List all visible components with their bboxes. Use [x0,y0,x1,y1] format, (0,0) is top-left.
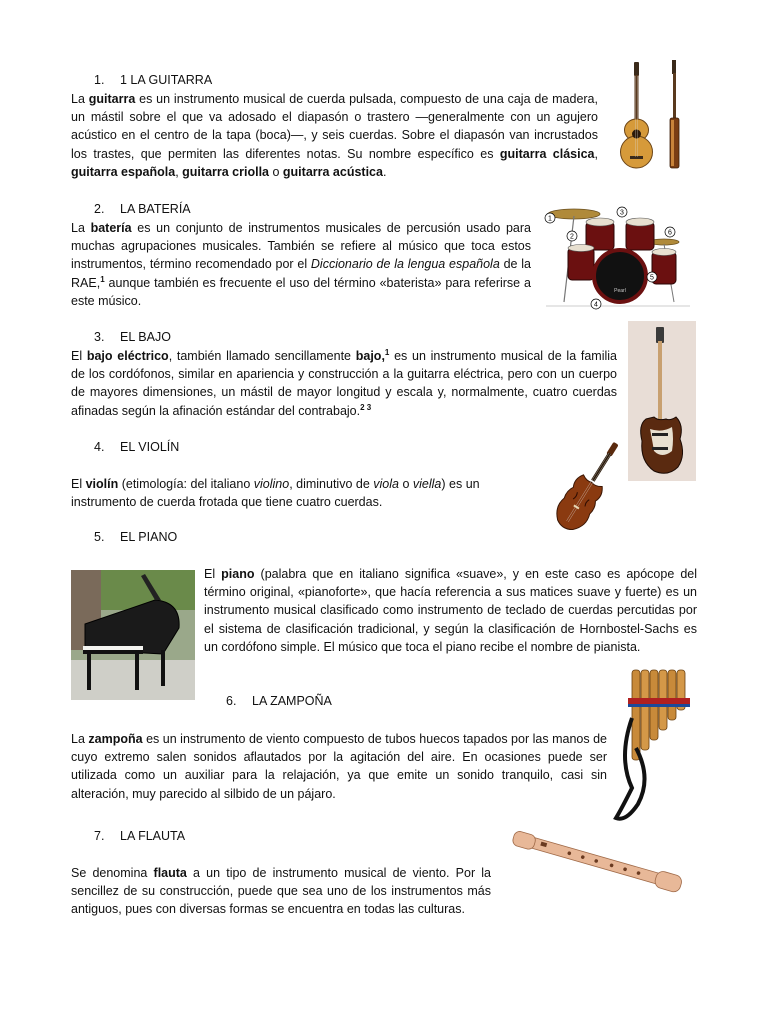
heading-zampona [226,694,332,708]
heading-title: 1 LA GUITARRA [120,73,213,87]
paragraph-zampona: La zampoña es un instrumento de viento compuesto de tubos huecos tapados por las manos de cuyo extremo salen sonidos aflautados por la agitación del aire. En ocasiones puede ser utilizada como un auxiliar para la relajación, ya que emite un sonido tranquilo, casi sin alteración, muy parecido al silbido de un pájaro. [71,732,607,801]
heading-flauta [94,829,185,843]
heading-number: 4. [94,440,105,454]
paragraph-flauta: Se denomina flauta a un tipo de instrumento musical de viento. Por la sencillez de su construcción, puede que sea uno de los instrumentos más antiguos, pues con diversas formas se encuentra en todas las culturas. [71,866,492,917]
heading-title: EL VIOLÍN [120,440,180,454]
heading-title: LA FLAUTA [120,829,186,843]
piano-image [71,570,195,700]
paragraph-piano: El piano (palabra que en italiano significa «suave», y en este caso es apócope del término original, «pianoforte», que hacía referencia a sus matices suave y fuerte) es un instrumento musical clasificado como instrumento de teclado de cuerdas percutidas por el sistema de clasificación tradicional, y según la clasificación de Hornbostel-Sachs es un cordófono simple. El músico que toca el piano recibe el nombre de pianista. [204,567,697,654]
heading-number: 5. [94,530,105,544]
svg-text:Pearl: Pearl [614,288,626,294]
guitar-image [612,58,687,170]
heading-guitarra [94,73,212,87]
heading-number: 6. [226,694,237,708]
heading-number: 2. [94,202,105,216]
paragraph-violin: El violín (etimología: del italiano violino, diminutivo de viola o viella) es un instrumento de cuerda frotada que tiene cuatro cuerdas. [71,477,480,510]
recorder-image [508,826,688,898]
drum-label-6: 6 [668,229,672,237]
heading-number: 7. [94,829,105,843]
heading-bateria [94,202,191,216]
drum-label-5: 5 [650,274,654,282]
heading-number: 3. [94,330,105,344]
drum-label-3: 3 [620,209,624,217]
paragraph-bateria: La batería es un conjunto de instrumentos musicales de percusión usado para muchas agrupaciones musicales. También se refiere al músico que toca estos instrumentos, término recomendado por el Diccionario de la lengua española de la RAE,$^1$ aunque también es frecuente el uso del término «baterista» para referirse a este músico. [71,221,531,308]
paragraph-guitarra: La guitarra es un instrumento musical de cuerda pulsada, compuesto de una caja de madera, un mástil sobre el que va adosado el diapasón o trastero —generalmente con un agujero acústico en el centro de la tapa (boca)—, y seis cuerdas. Sobre el diapasón van incrustados los trastes, que permiten las diferentes notas. Su nombre específico es guitarra clásica, guitarra española, guitarra criolla o guitarra acústica. [71,92,598,179]
heading-title: EL BAJO [120,330,171,344]
heading-piano [94,530,177,544]
paragraph-bajo: El bajo eléctrico, también llamado sencillamente bajo,$^1$ es un instrumento musical de la familia de los cordófonos, similar en apariencia y construcción a la guitarra eléctrica, pero con un cuerpo de mayores dimensiones, un mástil de mayor longitud y escala y, normalmente, cuatro cuerdas afinadas según la afinación estándar del contrabajo.$^{2 3}$ [71,347,617,418]
drum-kit-image [542,202,694,310]
heading-title: LA ZAMPOÑA [252,694,332,708]
violin-image [548,435,626,545]
bass-guitar-image [628,321,696,481]
heading-violin [94,440,179,454]
drum-label-2: 2 [570,233,574,241]
heading-bajo [94,330,171,344]
heading-number: 1. [94,73,105,87]
heading-title: LA BATERÍA [120,202,191,216]
drum-label-1: 1 [548,215,552,223]
panpipe-image [612,668,692,824]
drum-label-4: 4 [594,301,598,309]
heading-title: EL PIANO [120,530,178,544]
